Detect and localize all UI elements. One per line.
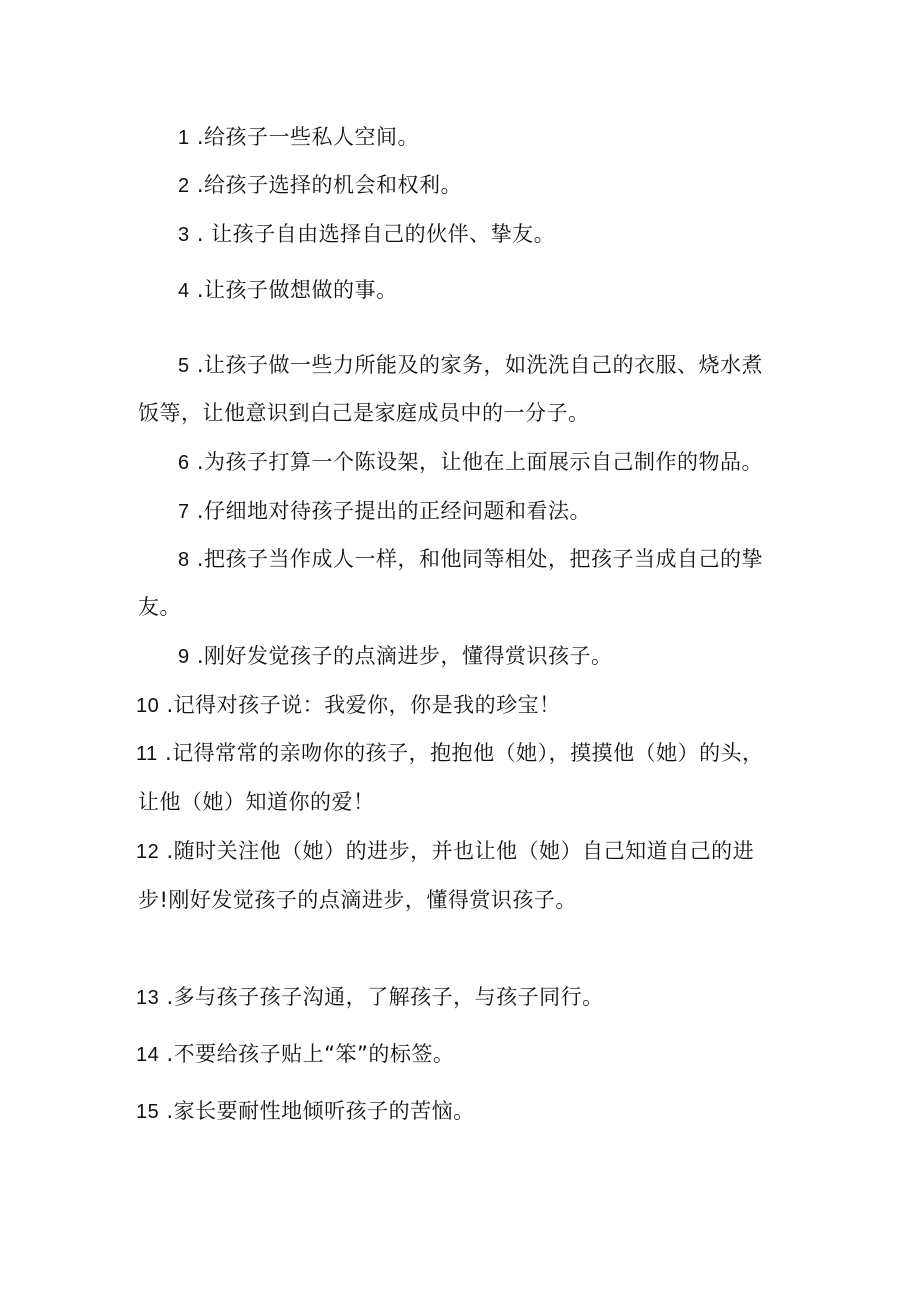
- item-number: 10: [136, 695, 160, 717]
- item-text: .记得常常的亲吻你的孩子，抱抱他（她），摸摸他（她）的头，: [164, 741, 764, 765]
- item-text: .把孩子当作成人一样，和他同等相处，把孩子当成自己的挚: [196, 547, 763, 571]
- list-item-continuation: [138, 398, 590, 428]
- list-item: [136, 982, 604, 1013]
- item-text: .不要给孩子贴上“笨”的标签。: [166, 1042, 455, 1066]
- item-number: 2: [178, 175, 190, 197]
- item-text: 步!刚好发觉孩子的点滴进步，懂得赏识孩子。: [138, 888, 577, 912]
- list-item: [178, 447, 763, 478]
- item-number: 13: [136, 987, 160, 1009]
- list-item: [178, 350, 763, 381]
- item-number: 5: [178, 355, 190, 377]
- item-number: 3: [178, 224, 190, 246]
- item-number: 7: [178, 501, 190, 523]
- item-text: .为孩子打算一个陈设架，让他在上面展示自己制作的物品。: [196, 450, 763, 474]
- item-text: .让孩子做想做的事。: [196, 278, 398, 302]
- item-number: 4: [178, 280, 190, 302]
- list-item: [136, 690, 561, 721]
- list-item: [136, 738, 764, 769]
- list-item: [178, 219, 555, 250]
- item-text: . 让孩子自由选择自己的伙伴、挚友。: [196, 222, 556, 246]
- item-text: .家长要耐性地倾听孩子的苦恼。: [166, 1099, 475, 1123]
- item-text: 友。: [138, 595, 181, 619]
- item-number: 8: [178, 549, 190, 571]
- item-text: .让孩子做一些力所能及的家务，如洗洗自己的衣服、烧水煮: [196, 353, 763, 377]
- item-number: 12: [136, 841, 160, 863]
- list-item-continuation: [138, 885, 577, 915]
- item-text: .给孩子选择的机会和权利。: [196, 173, 462, 197]
- item-number: 14: [136, 1044, 160, 1066]
- item-text: .给孩子一些私人空间。: [196, 125, 419, 149]
- item-number: 9: [178, 646, 190, 668]
- item-text: .仔细地对待孩子提出的正经问题和看法。: [196, 499, 591, 523]
- item-number: 6: [178, 452, 190, 474]
- item-number: 15: [136, 1101, 160, 1123]
- list-item: [178, 544, 763, 575]
- item-text: .多与孩子孩子沟通，了解孩子，与孩子同行。: [166, 985, 604, 1009]
- item-text: 饭等，让他意识到白己是家庭成员中的一分子。: [138, 401, 590, 425]
- list-item: [178, 496, 591, 527]
- item-text: .随时关注他（她）的进步，并也让他（她）自己知道自己的进: [166, 839, 755, 863]
- list-item: [178, 641, 613, 672]
- list-item: [178, 275, 398, 306]
- list-item: [136, 1039, 454, 1070]
- item-number: 1: [178, 127, 190, 149]
- list-item: [178, 122, 419, 153]
- item-text: .刚好发觉孩子的点滴进步，懂得赏识孩子。: [196, 644, 613, 668]
- list-item: [178, 170, 462, 201]
- item-text: .记得对孩子说：我爱你，你是我的珍宝！: [166, 693, 561, 717]
- list-item: [136, 836, 754, 867]
- item-number: 11: [136, 743, 158, 765]
- list-item-continuation: [138, 787, 375, 817]
- item-text: 让他（她）知道你的爱！: [138, 790, 375, 814]
- list-item: [136, 1096, 475, 1127]
- list-item-continuation: [138, 592, 181, 622]
